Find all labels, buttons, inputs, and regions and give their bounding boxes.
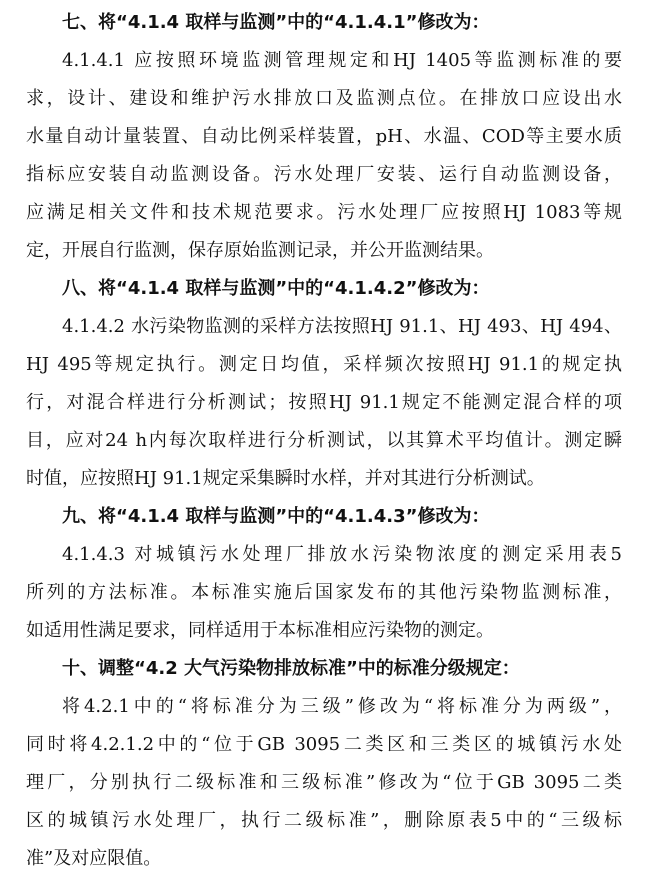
section-heading-7: 七、将“4.1.4 取样与监测”中的“4.1.4.1”修改为：	[62, 12, 490, 33]
paragraph-line: 求，设计、建设和维护污水排放口及监测点位。在排放口应设出水	[26, 88, 622, 109]
paragraph-line: 区的城镇污水处理厂，执行二级标准”，删除原表5中的“三级标	[26, 810, 622, 831]
paragraph-line-last: 定，开展自行监测，保存原始监测记录，并公开监测结果。	[26, 240, 494, 261]
paragraph-line: 所列的方法标准。本标准实施后国家发布的其他污染物监测标准，	[26, 582, 622, 603]
paragraph-line-last: 时值，应按照HJ 91.1规定采集瞬时水样，并对其进行分析测试。	[26, 468, 545, 489]
section-heading-8: 八、将“4.1.4 取样与监测”中的“4.1.4.2”修改为：	[62, 278, 490, 299]
paragraph-line: 水量自动计量装置、自动比例采样装置，pH、水温、COD等主要水质	[26, 126, 622, 147]
paragraph-line: 目，应对24 h内每次取样进行分析测试，以其算术平均值计。测定瞬	[26, 430, 622, 451]
paragraph-line: 理厂，分别执行二级标准和三级标准”修改为“位于GB 3095二类	[26, 772, 622, 793]
paragraph-line: 4.1.4.2 水污染物监测的采样方法按照HJ 91.1、HJ 493、HJ 494、	[62, 316, 622, 337]
section-heading-9: 九、将“4.1.4 取样与监测”中的“4.1.4.3”修改为：	[62, 506, 490, 527]
paragraph-line: 同时将4.2.1.2中的“位于GB 3095二类区和三类区的城镇污水处	[26, 734, 622, 755]
paragraph-line: 4.1.4.1 应按照环境监测管理规定和HJ 1405等监测标准的要	[62, 50, 622, 71]
paragraph-line-last: 准”及对应限值。	[26, 848, 162, 869]
paragraph-line: 将4.2.1中的“将标准分为三级”修改为“将标准分为两级”，	[62, 696, 622, 717]
paragraph-line-last: 如适用性满足要求，同样适用于本标准相应污染物的测定。	[26, 620, 494, 641]
paragraph-line: 指标应安装自动监测设备。污水处理厂安装、运行自动监测设备，	[26, 164, 622, 185]
paragraph-line: 应满足相关文件和技术规范要求。污水处理厂应按照HJ 1083等规	[26, 202, 622, 223]
paragraph-line: 行，对混合样进行分析测试；按照HJ 91.1规定不能测定混合样的项	[26, 392, 622, 413]
section-heading-10: 十、调整“4.2 大气污染物排放标准”中的标准分级规定：	[62, 658, 520, 679]
paragraph-line: HJ 495等规定执行。测定日均值，采样频次按照HJ 91.1的规定执	[26, 354, 622, 375]
paragraph-line: 4.1.4.3 对城镇污水处理厂排放水污染物浓度的测定采用表5	[62, 544, 622, 565]
